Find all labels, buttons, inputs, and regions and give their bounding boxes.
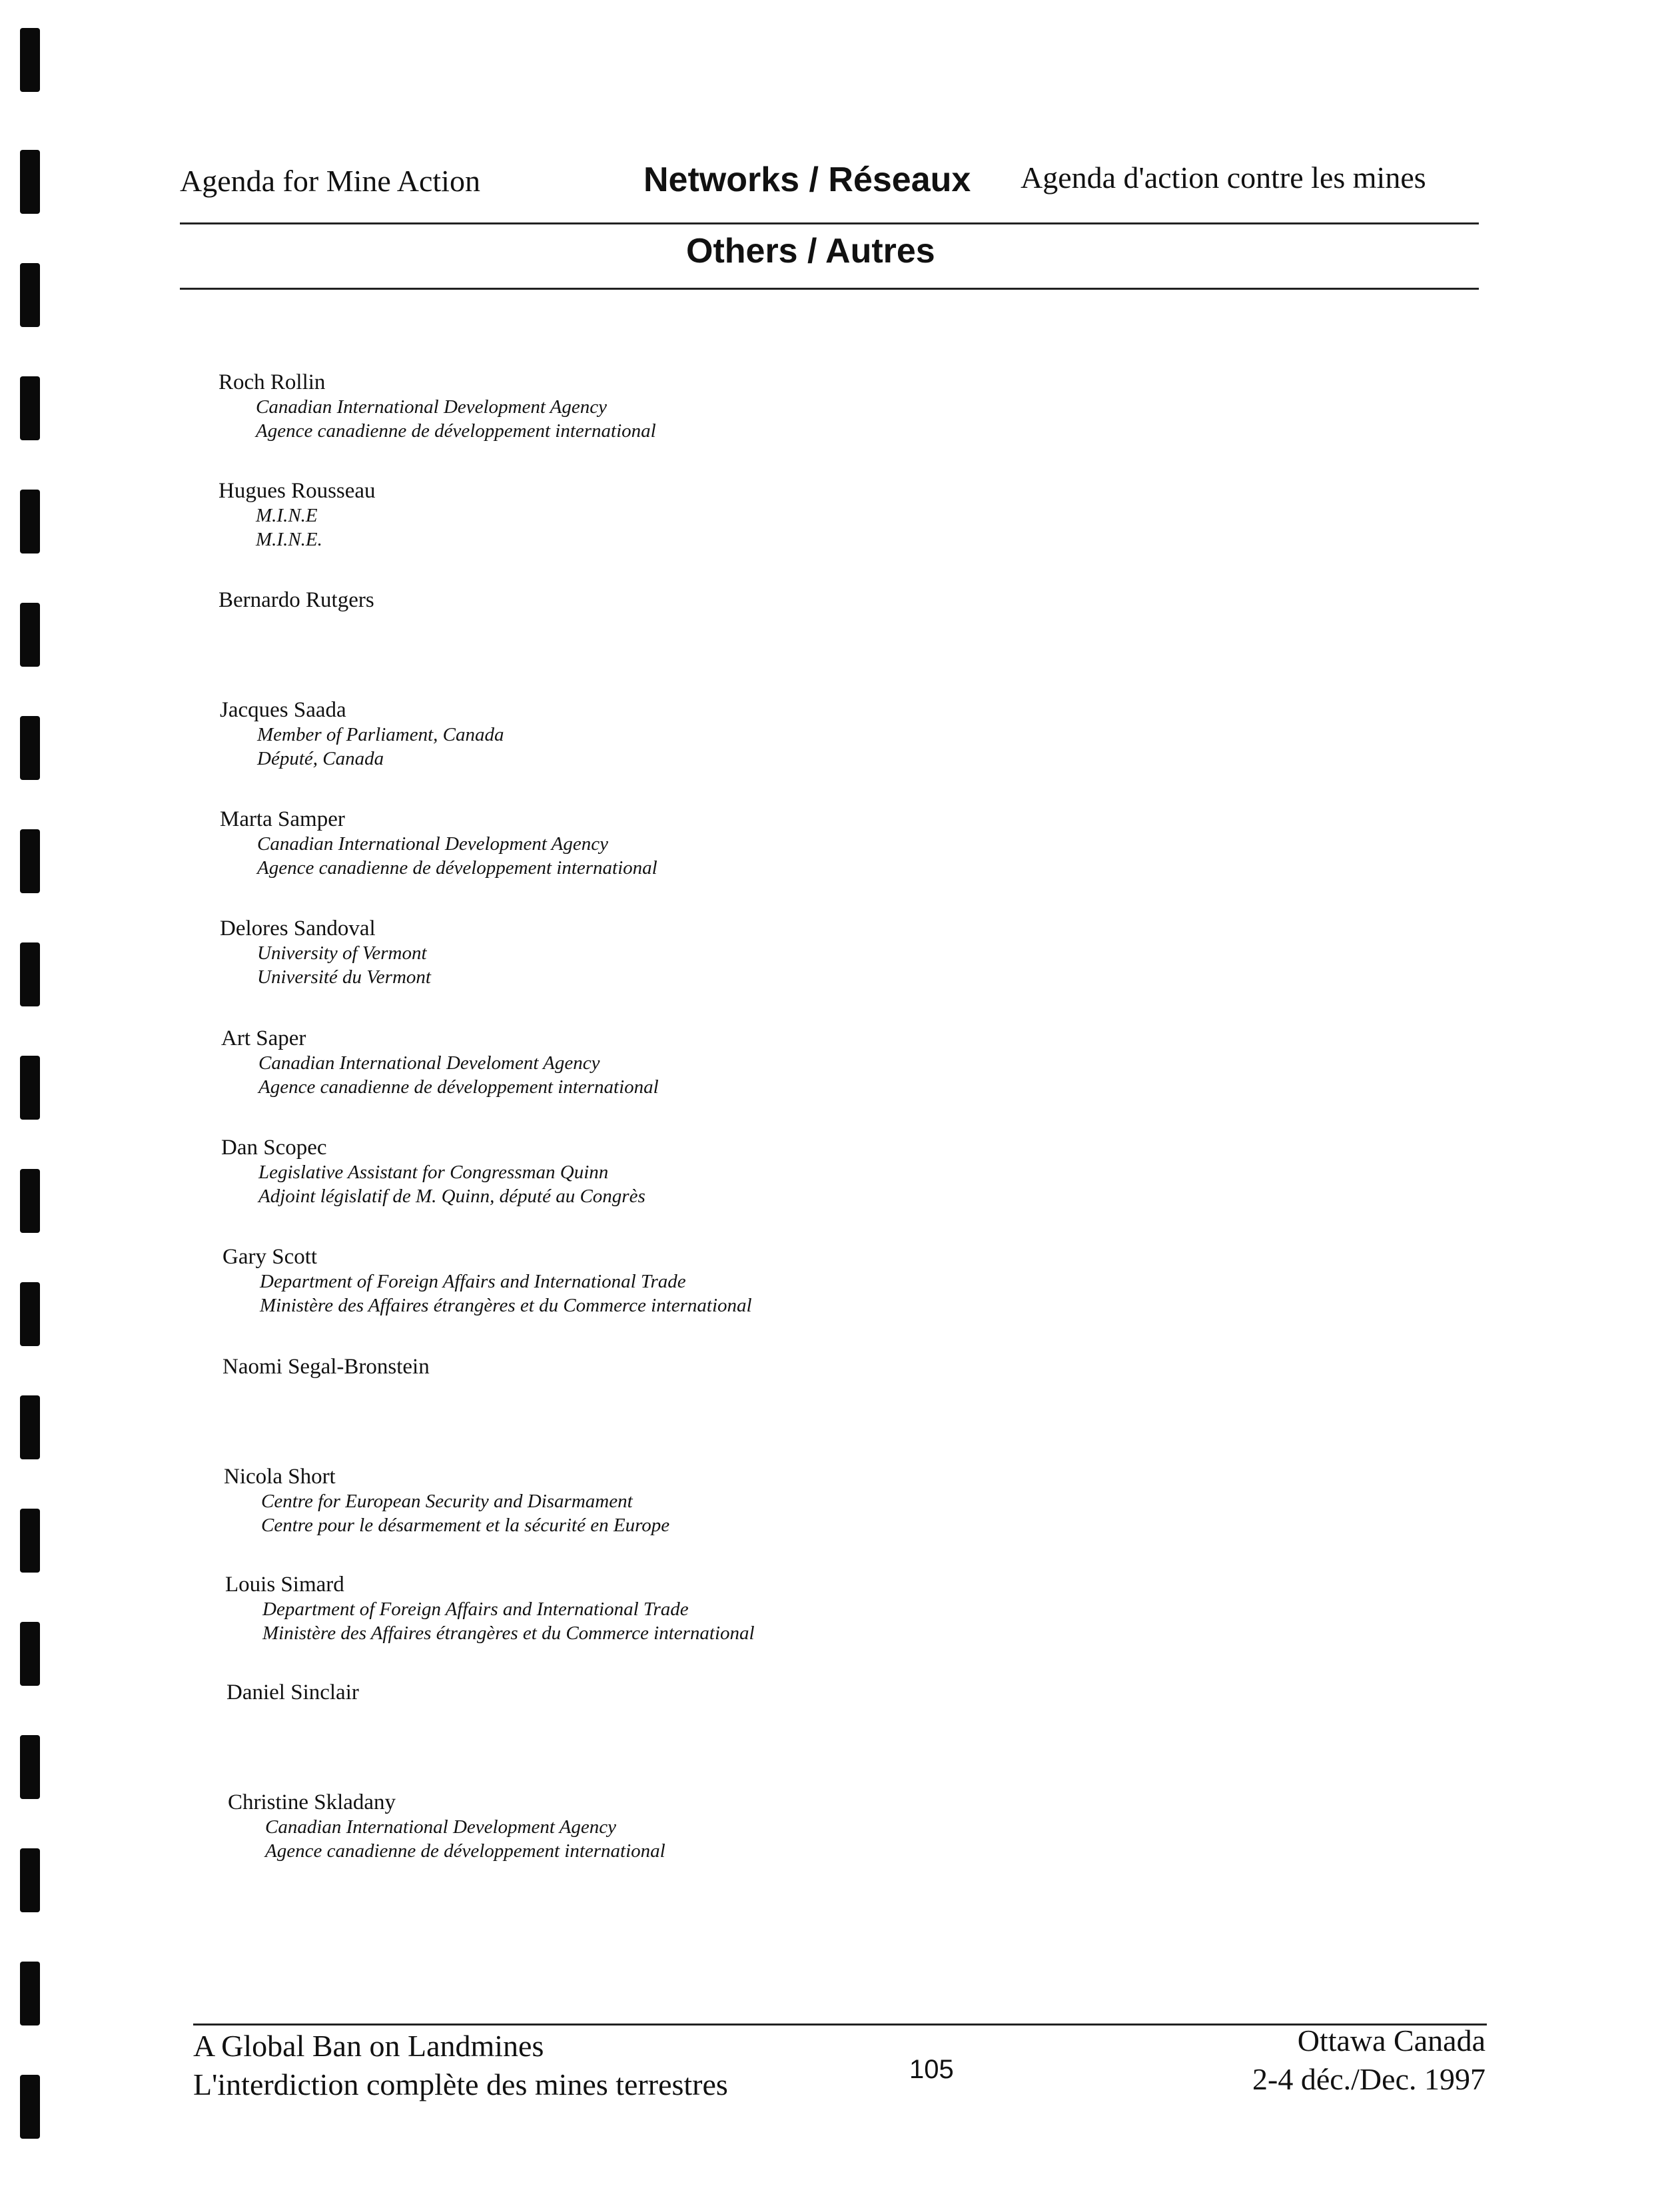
- binder-mark: [20, 150, 40, 214]
- binder-mark: [20, 28, 40, 92]
- page-number: 105: [909, 2055, 954, 2084]
- affiliation-fr: Agence canadienne de développement international: [258, 1076, 659, 1098]
- binder-mark: [20, 2075, 40, 2139]
- affiliation-fr: Agence canadienne de développement international: [257, 857, 657, 879]
- participant-name: Delores Sandoval: [220, 917, 376, 940]
- binder-mark: [20, 716, 40, 780]
- list-item: [222, 1354, 430, 1379]
- list-item: [225, 1572, 755, 1645]
- binder-mark: [20, 263, 40, 327]
- affiliation-fr: Adjoint législatif de M. Quinn, député au Congrès: [258, 1186, 645, 1207]
- list-item: [224, 1464, 669, 1537]
- binder-mark: [20, 376, 40, 440]
- header-left-title: Agenda for Mine Action: [180, 164, 480, 198]
- list-item: [218, 478, 376, 552]
- affiliation-fr: Université du Vermont: [257, 966, 431, 988]
- affiliation-en: M.I.N.E: [256, 505, 318, 526]
- affiliation-fr: Centre pour le désarmement et la sécurité en Europe: [261, 1515, 670, 1536]
- affiliation-en: Canadian International Development Agency: [265, 1816, 616, 1838]
- header-right-title: Agenda d'action contre les mines: [1021, 161, 1426, 194]
- affiliation-fr: Ministère des Affaires étrangères et du Commerce international: [260, 1295, 752, 1316]
- list-item: [220, 697, 504, 771]
- list-item: [220, 916, 431, 989]
- footer-date: 2-4 déc./Dec. 1997: [1252, 2062, 1485, 2096]
- participant-name: Gary Scott: [222, 1245, 318, 1269]
- list-item: [218, 370, 656, 443]
- binder-mark: [20, 1169, 40, 1233]
- affiliation-en: Canadian International Development Agency: [256, 396, 607, 418]
- affiliation-fr: Agence canadienne de développement international: [256, 420, 656, 442]
- participant-name: Christine Skladany: [228, 1790, 396, 1814]
- binder-mark: [20, 1622, 40, 1686]
- list-item: [220, 807, 657, 880]
- header-rule: [180, 222, 1479, 224]
- binder-mark: [20, 1282, 40, 1346]
- footer-title-en: A Global Ban on Landmines: [193, 2029, 544, 2063]
- participant-name: Art Saper: [221, 1026, 306, 1050]
- footer-left: [193, 2027, 728, 2104]
- list-item: [228, 1790, 665, 1863]
- participant-name: Dan Scopec: [221, 1136, 327, 1160]
- binder-mark: [20, 1962, 40, 2026]
- participant-name: Naomi Segal-Bronstein: [222, 1355, 430, 1379]
- affiliation-fr: Ministère des Affaires étrangères et du Commerce international: [262, 1623, 755, 1644]
- list-item: [221, 1026, 659, 1099]
- binder-mark: [20, 490, 40, 553]
- list-item: [222, 1244, 752, 1317]
- affiliation-en: Centre for European Security and Disarmament: [261, 1491, 633, 1512]
- affiliation-en: University of Vermont: [257, 942, 427, 964]
- list-item: [226, 1680, 359, 1705]
- participant-name: Nicola Short: [224, 1465, 336, 1489]
- affiliation-fr: Député, Canada: [257, 748, 384, 769]
- participant-name: Roch Rollin: [218, 370, 326, 394]
- binder-mark: [20, 1509, 40, 1573]
- binder-mark: [20, 942, 40, 1006]
- list-item: [221, 1135, 645, 1208]
- binder-mark: [20, 603, 40, 667]
- participant-name: Jacques Saada: [220, 698, 346, 722]
- binder-mark: [20, 1395, 40, 1459]
- participant-name: Louis Simard: [225, 1573, 344, 1597]
- affiliation-en: Canadian International Development Agency: [257, 833, 608, 855]
- participant-name: Marta Samper: [220, 807, 345, 831]
- binder-mark: [20, 1056, 40, 1120]
- affiliation-en: Legislative Assistant for Congressman Quinn: [258, 1162, 609, 1183]
- binder-mark: [20, 829, 40, 893]
- affiliation-fr: Agence canadienne de développement international: [265, 1840, 665, 1862]
- section-title: Others / Autres: [686, 232, 935, 270]
- footer-location: Ottawa Canada: [1297, 2024, 1485, 2057]
- affiliation-en: Department of Foreign Affairs and International Trade: [260, 1271, 686, 1292]
- binder-mark: [20, 1848, 40, 1912]
- footer-right: [1186, 2022, 1485, 2099]
- section-rule: [180, 288, 1479, 290]
- affiliation-en: Member of Parliament, Canada: [257, 724, 504, 745]
- affiliation-en: Canadian International Develoment Agency: [258, 1052, 600, 1074]
- participant-name: Daniel Sinclair: [226, 1680, 359, 1704]
- affiliation-en: Department of Foreign Affairs and International Trade: [262, 1599, 689, 1620]
- header-center-title: Networks / Réseaux: [643, 161, 971, 199]
- binder-mark: [20, 1735, 40, 1799]
- footer-title-fr: L'interdiction complète des mines terrestres: [193, 2067, 728, 2101]
- affiliation-fr: M.I.N.E.: [256, 529, 322, 550]
- participant-name: Hugues Rousseau: [218, 479, 376, 503]
- participant-name: Bernardo Rutgers: [218, 588, 374, 612]
- list-item: [218, 587, 374, 613]
